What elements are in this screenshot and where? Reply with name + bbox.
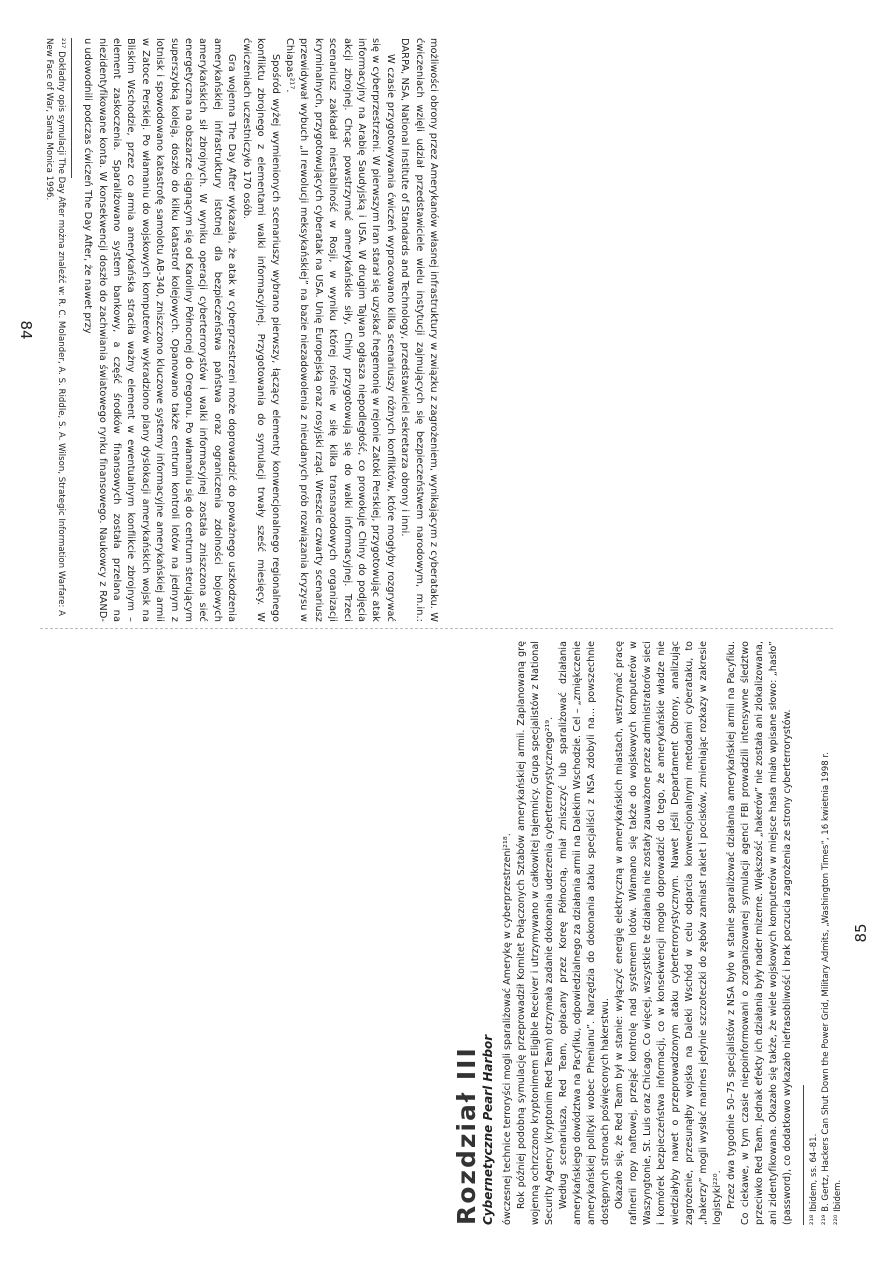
paragraph: Według scenariusza, Red Team, opłacany przez Koreę Północną, miał zniszczyć lub sparaliżować działania amerykańskiego dowództwa na Pacyfiku, odpowiedzialnego za działania armii na Dalekim Wschodzie. Cel – „zmiękczenie amerykańskiej polityki wobec Phenianu”. Narzędzia do dokonania ataku specjaliści z NSA zdobyli na... powszechnie dostępnych stronach poświęconych hakerstwu. xyxy=(558,641,611,1225)
chapter-subtitle: Cybernetyczne Pearl Harbor xyxy=(481,1034,495,1225)
page-84-content xyxy=(0,30,446,630)
chapter-title: Rozdział III xyxy=(452,1046,481,1225)
page-divider xyxy=(40,628,833,629)
paragraph: możliwości obrony przez Amerykanów własnej infrastruktury w związku z zagrożeniem, wynikającym z cyberataku. W ćwiczeniach wzięli udział przedstawiciele wielu instytucji zajmujących się bezpieczeństwem narodowym, m.in.: DARPA, NSA, National Institute of Standards and Technology, przedstawiciel sekretarza obrony i inni. xyxy=(399,38,439,622)
paragraph: Przez dwa tygodnie 50–75 specjalistów z NSA było w stanie sparaliżować działania amerykańskiej armii na Pacyfiku. Co ciekawe, w tym czasie niepoinformowani o zorganizowanej symulacji agenci FBI prowadzili intensywne śledztwo przeciwko Red Team. Jednak efekty ich działania były nader mizerne. Większość „hakerów” nie została ani zlokalizowana, ani zidentyfikowana. Okazało się także, że wiele wojskowych komputerów w miejsce hasła miało wpisane słowo: „hasło” (password), co dodatkowo wykazało niefrasobliwość i brak poczucia zagrożenia ze strony cyberterrorystów. xyxy=(726,641,793,1225)
footnote-divider xyxy=(71,38,72,178)
chapter-header xyxy=(452,641,495,1225)
paragraph: W czasie przygotowywania ćwiczeń wypracowano kilka scenariuszy różnych konfliktów, które mogłyby rozgrywać się w cyberprzestrzeni. W pierwszym Iran starał się uzyskać hegemonię w rejonie Zatoki Perskiej, przygotowując atak informacyjny na Arabię Saudyjską i USA. W drugim Tajwan ogłasza niepodległość, co prowokuje Chiny do podjęcia akcji zbrojnej. Chcąc powstrzymać amerykańskie siły, Chiny przygotowują się do walki informacyjnej. Trzeci scenariusz zakładał niestabilność w Rosji, w wyniku której rośnie w siłę kilka transnarodowych organizacji kryminalnych, przygotowujących cyberatak na USA. Unię Europejską oraz rosyjski rząd. Wreszcie czwarty scenariusz przewidywał wybuch „II rewolucji meksykańskiej” na bazie niezadowolenia z nieudanych prób rozwiązania kryzysu w Chiapas²¹⁷. xyxy=(283,38,396,622)
paragraph: Gra wojenna The Day After wykazała, że atak w cyberprzestrzeni może doprowadzić do poważnego uszkodzenia amerykańskiej infrastruktury istotnej dla bezpieczeństwa państwa oraz ograniczenia zdolności bojowych amerykańskich sił zbrojnych. W wyniku operacji cyberterrorystów i walki informacyjnej została zniszczona sieć energetyczna na obszarze ciągnącym się od Karoliny Północnej do Oregonu. Po włamaniu się do centrum sterującym superszybką koleją, doszło do kilku katastrof kolejowych. Opanowano także centrum kontroli lotów na jednym z lotnisk i spowodowano katastrofę samolotu AB-340, zniszczono kluczowe systemy informacyjne amerykańskiej armii w Zatoce Perskiej. Po włamaniu do wojskowych komputerów wykradziono plany dyslokacji amerykańskich wojsk na Bliskim Wschodzie, przez co armia amerykańska straciła ważny element w ewentualnym konflikcie zbrojnym – element zaskoczenia. Sparaliżowano system bankowy, a część środków finansowych została przelana na niezidentyfikowane konta. W konsekwencji doszło do zachwiania światowego rynku finansowego. Naukowcy z RAND-u udowodnili podczas ćwiczeń The Day After, że nawet przy xyxy=(82,38,238,622)
page-number: 84 xyxy=(16,320,35,340)
footnote: ²¹⁹ B. Gertz, Hackers Can Shut Down the Power Grid, Military Admits, „Washington Times”, 16 kwietnia 1998 r. xyxy=(821,752,831,1225)
paragraph: Okazało się, że Red Team był w stanie: wyłączyć energię elektryczną w amerykańskich miastach, wstrzymać pracę rafinerii ropy naftowej, przejąć kontrolę nad systemem lotów. Włamano się także do wojskowych komputerów w Waszyngtonie, St. Luis oraz Chicago. Co więcej, wszystkie te działania nie zostały zauważone przez administratorów sieci i komórek bezpieczeństwa informacji, co w konsekwencji mogło doprowadzić do tego, że amerykańskie władze nie wiedziałyby nawet o przeprowadzonym ataku cyberterrorystycznym. Nawet jeśli Departament Obrony, analizując zagrożenie, przesunąłby wojska na Daleki Wschód w celu odparcia konwencjonalnymi metodami cyberataku, to „hakerzy” mogli wysłać marines jedynie szczoteczki do zębów zamiast rakiet i pocisków, zmieniając rozkazy w zakresie logistyki²²⁰. xyxy=(614,641,723,1225)
paragraph: Rok później podobną symulację przeprowadził Komitet Połączonych Sztabów amerykańskiej armii. Zaplanowaną grę wojenną ochrzczono kryptonimem Eligible Receiver i utrzymywano w całkowitej tajemnicy. Grupa specjalistów z National Security Agency (kryptonim Red Team) otrzymała zadanie dokonania uderzenia cyberterrorystycznego²¹⁹. xyxy=(516,641,555,1225)
footnote-divider xyxy=(803,1085,804,1225)
paragraph: Spośród wyżej wymienionych scenariuszy wybrano pierwszy, łączący elementy konwencjonalnego regionalnego konfliktu zbrojnego z elementami walki informacyjnej. Przygotowania do symulacji trwały sześć miesięcy. W ćwiczeniach uczestniczyło 170 osób. xyxy=(240,38,281,622)
page-number: 85 xyxy=(852,923,870,943)
page-85-content xyxy=(446,633,892,1233)
paragraph: ówczesnej technice terroryści mogli sparaliżować Amerykę w cyberprzestrzeni²¹⁸. xyxy=(502,833,513,1225)
footnote: ²¹⁷ Dokładny opis symulacji The Day After można znaleźć w: R. C. Molander, A. S. Riddle, S. A. Wilson, Strategic Information Warfare: A New Face of War, Santa Monica 1996. xyxy=(43,38,66,617)
footnote: ²¹⁸ Ibidem, ss. 64–81. xyxy=(809,1133,819,1225)
book-page-85 xyxy=(446,633,892,1233)
book-page-84 xyxy=(0,30,446,630)
footnote: ²²⁰ Ibidem. xyxy=(833,1179,843,1225)
